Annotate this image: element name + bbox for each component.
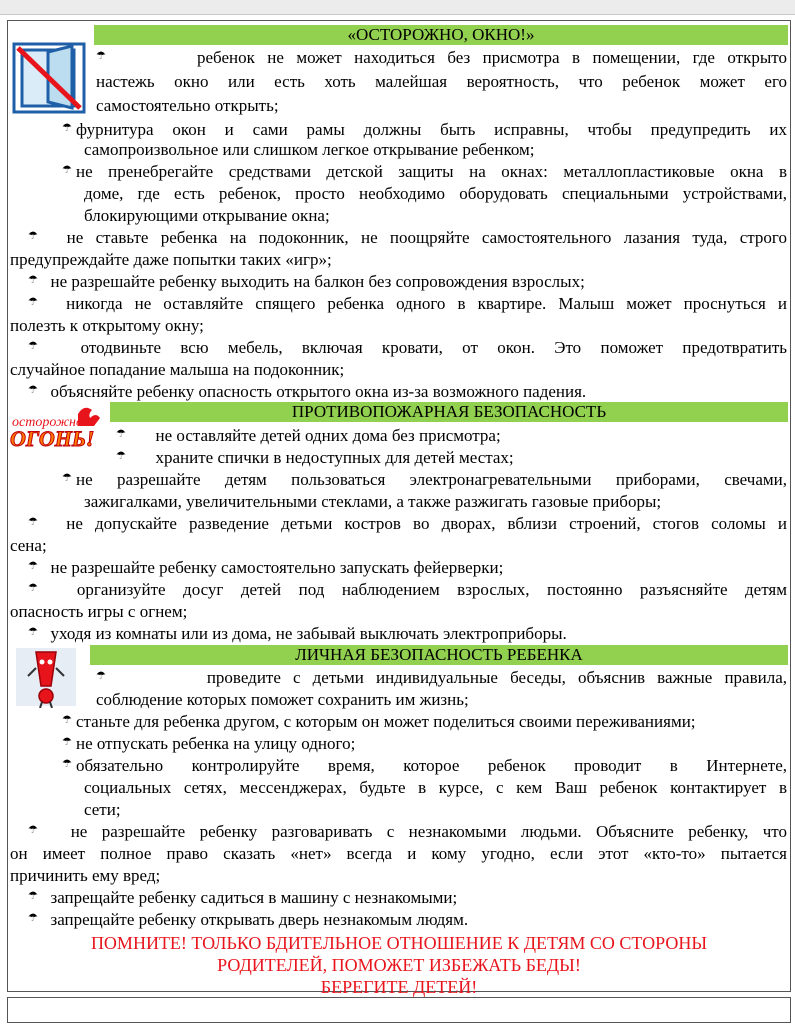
list-item: ☂ уходя из комнаты или из дома, не забывай выключать электроприборы. (28, 624, 567, 643)
list-item: ☂ организуйте досуг детей под наблюдением взрослых, постоянно разъясняйте детям (28, 580, 787, 599)
caution-fire-icon (8, 402, 108, 454)
umbrella-bullet-icon: ☂ (62, 472, 72, 484)
fire-logo-main-text: ОГОНЬ! (10, 426, 95, 451)
umbrella-bullet-icon: ☂ (28, 890, 38, 902)
list-item: ☂ ребенок не может находиться без присмотра в помещении, где открыто (96, 48, 787, 67)
list-item-cont: сена; (10, 536, 47, 555)
umbrella-bullet-icon: ☂ (116, 428, 126, 440)
list-item: ☂ не разрешайте ребенку разговаривать с незнакомыми людьми. Объясните ребенку, что (28, 822, 787, 841)
fire-section-title: ПРОТИВОПОЖАРНАЯ БЕЗОПАСНОСТЬ (110, 402, 788, 422)
umbrella-bullet-icon: ☂ (28, 340, 38, 352)
umbrella-bullet-icon: ☂ (96, 50, 106, 62)
list-item: ☂ не разрешайте ребенку выходить на балкон без сопровождения взрослых; (28, 272, 585, 291)
umbrella-bullet-icon: ☂ (96, 670, 106, 682)
list-item: ☂ не пренебрегайте средствами детской защиты на окнах: металлопластиковые окна в (62, 162, 787, 181)
umbrella-bullet-icon: ☂ (28, 824, 38, 836)
empty-footer-box (7, 997, 791, 1023)
umbrella-bullet-icon: ☂ (62, 736, 72, 748)
closing-line-2: РОДИТЕЛЕЙ, ПОМОЖЕТ ИЗБЕЖАТЬ БЕДЫ! (217, 955, 581, 975)
window-section-title: «ОСТОРОЖНО, ОКНО!» (94, 25, 788, 45)
list-item-cont: соблюдение которых поможет сохранить им жизнь; (96, 690, 469, 709)
list-item-cont: полезть к открытому окну; (10, 316, 204, 335)
list-item-cont: опасность игры с огнем; (10, 602, 188, 621)
list-item: ☂ отодвиньте всю мебель, включая кровати, от окон. Это поможет предотвратить (28, 338, 787, 357)
list-item-cont: сети; (84, 800, 121, 819)
umbrella-bullet-icon: ☂ (28, 912, 38, 924)
list-item-cont: настежь окно или есть хоть малейшая вероятность, что ребенок может его (96, 72, 787, 91)
list-item: ☂ не ставьте ребенка на подоконник, не поощряйте самостоятельного лазания туда, строго (28, 228, 787, 247)
list-item: ☂ не допускайте разведение детьми костров во дворах, вблизи строений, стогов соломы и (28, 514, 787, 533)
list-item-cont: блокирующими открывание окна; (84, 206, 330, 225)
list-item-cont: причинить ему вред; (10, 866, 161, 885)
umbrella-bullet-icon: ☂ (28, 516, 38, 528)
umbrella-bullet-icon: ☂ (62, 122, 72, 134)
fire-logo-top-text: осторожно (12, 415, 83, 430)
umbrella-bullet-icon: ☂ (28, 582, 38, 594)
personal-section-title: ЛИЧНАЯ БЕЗОПАСНОСТЬ РЕБЕНКА (90, 645, 788, 665)
list-item: ☂ проведите с детьми индивидуальные беседы, объяснив важные правила, (96, 668, 787, 687)
umbrella-bullet-icon: ☂ (28, 274, 38, 286)
list-item-cont: он имеет полное право сказать «нет» всегда и кому угодно, если этот «кто-то» пытается (10, 844, 787, 863)
list-item: ☂ храните спички в недоступных для детей местах; (116, 448, 514, 467)
list-item-cont: самопроизвольное или слишком легкое открывание ребенком; (84, 140, 535, 159)
list-item-cont: случайное попадание малыша на подоконник; (10, 360, 345, 379)
list-item: ☂ не отпускать ребенка на улицу одного; (62, 734, 356, 753)
list-item: ☂ не оставляйте детей одних дома без присмотра; (116, 426, 501, 445)
list-item-cont: предупреждайте даже попытки таких «игр»; (10, 250, 332, 269)
list-item: ☂ обязательно контролируйте время, которое ребенок проводит в Интернете, (62, 756, 787, 775)
list-item: ☂ фурнитура окон и сами рамы должны быть исправны, чтобы предупредить их (62, 120, 787, 139)
closing-line-3: БЕРЕГИТЕ ДЕТЕЙ! (320, 977, 478, 997)
list-item: ☂ запрещайте ребенку садиться в машину с незнакомыми; (28, 888, 458, 907)
umbrella-bullet-icon: ☂ (62, 164, 72, 176)
list-item: ☂ не разрешайте детям пользоваться электронагревательными приборами, свечами, (62, 470, 787, 489)
umbrella-bullet-icon: ☂ (116, 450, 126, 462)
no-open-window-icon (12, 42, 86, 114)
umbrella-bullet-icon: ☂ (28, 384, 38, 396)
umbrella-bullet-icon: ☂ (28, 626, 38, 638)
list-item: ☂ не разрешайте ребенку самостоятельно запускать фейерверки; (28, 558, 504, 577)
closing-line-1: ПОМНИТЕ! ТОЛЬКО БДИТЕЛЬНОЕ ОТНОШЕНИЕ К ДЕТЯМ СО СТОРОНЫ (90, 933, 708, 953)
list-item: ☂ объясняйте ребенку опасность открытого окна из-за возможного падения. (28, 382, 587, 401)
umbrella-bullet-icon: ☂ (28, 296, 38, 308)
list-item-cont: зажигалками, увеличительными стеклами, а также разжигать газовые приборы; (84, 492, 662, 511)
umbrella-bullet-icon: ☂ (62, 714, 72, 726)
list-item: ☂ станьте для ребенка другом, с которым он может поделиться своими переживаниями; (62, 712, 696, 731)
list-item: ☂ запрещайте ребенку открывать дверь незнакомым людям. (28, 910, 469, 929)
umbrella-bullet-icon: ☂ (62, 758, 72, 770)
list-item-cont: доме, где есть ребенок, просто необходимо оборудовать специальными устройствами, (84, 184, 787, 203)
umbrella-bullet-icon: ☂ (28, 230, 38, 242)
list-item-cont: самостоятельно открыть; (96, 96, 279, 115)
top-toolbar-strip (0, 0, 795, 15)
umbrella-bullet-icon: ☂ (28, 560, 38, 572)
list-item-cont: социальных сетях, мессенджерах, будьте в курсе, с кем Ваш ребенок контактирует в (84, 778, 787, 797)
list-item: ☂ никогда не оставляйте спящего ребенка одного в квартире. Малыш может проснуться и (28, 294, 787, 313)
exclamation-character-icon (14, 646, 78, 708)
